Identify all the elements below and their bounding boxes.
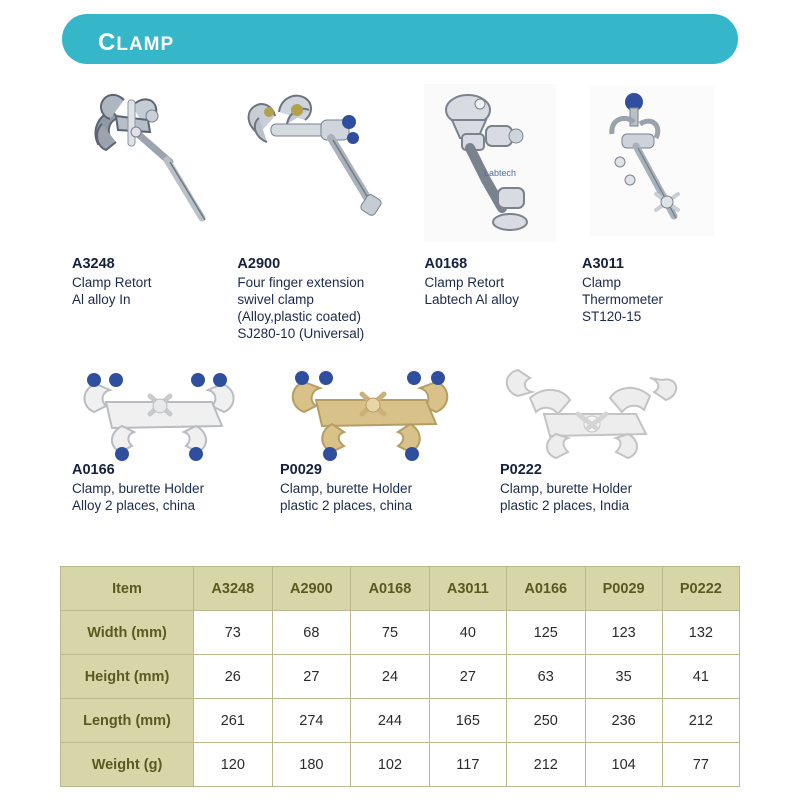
table-cell: 212 bbox=[662, 699, 739, 743]
product-description bbox=[72, 480, 280, 514]
table-row bbox=[61, 699, 740, 743]
table-cell: 123 bbox=[585, 611, 662, 655]
product-description bbox=[72, 274, 237, 308]
table-row bbox=[61, 743, 740, 787]
table-cell: 165 bbox=[429, 699, 506, 743]
product-description bbox=[582, 274, 732, 325]
table-cell: 41 bbox=[662, 655, 739, 699]
product-code: A2900 bbox=[237, 256, 281, 272]
table-cell: 102 bbox=[351, 743, 430, 787]
product-card-p0222 bbox=[500, 362, 720, 514]
burette-holder-plastic-white-icon bbox=[500, 362, 720, 462]
table-cell: 212 bbox=[506, 743, 585, 787]
page-header-banner bbox=[62, 14, 738, 64]
product-desc-line: Thermometer bbox=[582, 292, 664, 307]
table-header-cell: P0222 bbox=[662, 567, 739, 611]
table-cell: 73 bbox=[194, 611, 273, 655]
table-header-cell: P0029 bbox=[585, 567, 662, 611]
product-code: P0029 bbox=[280, 462, 322, 478]
table-cell: 27 bbox=[272, 655, 351, 699]
product-desc-line: Clamp Retort bbox=[424, 275, 504, 290]
product-desc-line: plastic 2 places, India bbox=[500, 498, 630, 513]
product-desc-line: Clamp, burette Holder bbox=[280, 481, 413, 496]
table-cell: 27 bbox=[429, 655, 506, 699]
product-desc-line: (Alloy,plastic coated) bbox=[237, 309, 361, 324]
product-card-a0166 bbox=[72, 362, 280, 514]
product-code: A3011 bbox=[582, 256, 624, 272]
product-card-a2900 bbox=[237, 76, 424, 342]
product-desc-line: Four finger extension bbox=[237, 275, 365, 290]
table-cell: 236 bbox=[585, 699, 662, 743]
table-header-cell: A2900 bbox=[272, 567, 351, 611]
table-cell: 26 bbox=[194, 655, 273, 699]
table-cell: 77 bbox=[662, 743, 739, 787]
product-code: A3248 bbox=[72, 256, 115, 272]
product-desc-line: swivel clamp bbox=[237, 292, 314, 307]
table-header-cell: A3248 bbox=[194, 567, 273, 611]
table-cell: 244 bbox=[351, 699, 430, 743]
four-finger-swivel-clamp-icon bbox=[237, 76, 424, 256]
table-header-cell: A0166 bbox=[506, 567, 585, 611]
product-description bbox=[280, 480, 500, 514]
product-card-a3011 bbox=[582, 76, 732, 342]
table-cell: 132 bbox=[662, 611, 739, 655]
table-cell: 24 bbox=[351, 655, 430, 699]
table-cell: 125 bbox=[506, 611, 585, 655]
table-header-cell: A3011 bbox=[429, 567, 506, 611]
product-desc-line: Clamp, burette Holder bbox=[500, 481, 633, 496]
burette-holder-plastic-tan-icon bbox=[280, 362, 500, 462]
table-cell: 63 bbox=[506, 655, 585, 699]
product-desc-line: SJ280-10 (Universal) bbox=[237, 326, 365, 341]
product-row-top bbox=[72, 76, 732, 342]
product-desc-line: ST120-15 bbox=[582, 309, 642, 324]
product-desc-line: Alloy 2 places, china bbox=[72, 498, 196, 513]
table-row bbox=[61, 611, 740, 655]
product-desc-line: Clamp Retort bbox=[72, 275, 152, 290]
product-card-a0168 bbox=[424, 76, 582, 342]
retort-clamp-icon bbox=[72, 76, 237, 256]
thermometer-clamp-icon bbox=[582, 76, 732, 256]
table-cell: 274 bbox=[272, 699, 351, 743]
burette-holder-alloy-icon bbox=[72, 362, 280, 462]
table-row bbox=[61, 655, 740, 699]
table-cell: 40 bbox=[429, 611, 506, 655]
row-label-length: Length (mm) bbox=[61, 699, 194, 743]
table-header-row bbox=[61, 567, 740, 611]
product-card-a3248 bbox=[72, 76, 237, 342]
product-code: A0168 bbox=[424, 256, 468, 272]
table-cell: 120 bbox=[194, 743, 273, 787]
specification-table bbox=[60, 566, 740, 787]
table-header-item: Item bbox=[61, 567, 194, 611]
product-row-bottom bbox=[72, 362, 732, 514]
product-code: P0222 bbox=[500, 462, 542, 478]
labtech-retort-clamp-icon bbox=[424, 76, 582, 256]
table-cell: 75 bbox=[351, 611, 430, 655]
product-description bbox=[424, 274, 582, 308]
product-desc-line: Clamp bbox=[582, 275, 622, 290]
table-cell: 117 bbox=[429, 743, 506, 787]
row-label-width: Width (mm) bbox=[61, 611, 194, 655]
product-card-p0029 bbox=[280, 362, 500, 514]
page-title: clamp bbox=[98, 19, 175, 58]
svg-text:Labtech: Labtech bbox=[484, 168, 517, 178]
product-description bbox=[500, 480, 720, 514]
product-code: A0166 bbox=[72, 462, 115, 478]
product-desc-line: Clamp, burette Holder bbox=[72, 481, 205, 496]
row-label-weight: Weight (g) bbox=[61, 743, 194, 787]
product-description bbox=[237, 274, 424, 342]
table-cell: 68 bbox=[272, 611, 351, 655]
table-cell: 180 bbox=[272, 743, 351, 787]
table-cell: 104 bbox=[585, 743, 662, 787]
table-header-cell: A0168 bbox=[351, 567, 430, 611]
table-cell: 261 bbox=[194, 699, 273, 743]
product-desc-line: Labtech Al alloy bbox=[424, 292, 520, 307]
table-cell: 35 bbox=[585, 655, 662, 699]
row-label-height: Height (mm) bbox=[61, 655, 194, 699]
product-desc-line: Al alloy In bbox=[72, 292, 131, 307]
product-desc-line: plastic 2 places, china bbox=[280, 498, 413, 513]
table-cell: 250 bbox=[506, 699, 585, 743]
